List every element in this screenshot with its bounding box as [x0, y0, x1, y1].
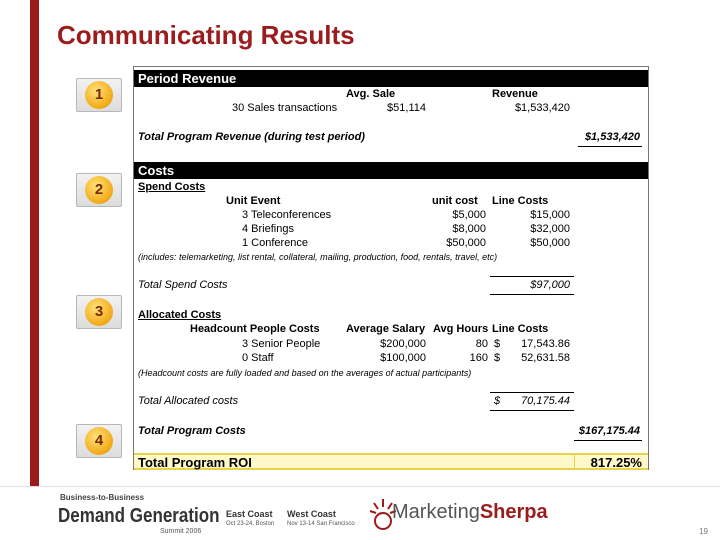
allocated-line-cost: 17,543.86	[521, 338, 570, 350]
footer	[0, 486, 720, 540]
revenue-header: Revenue	[492, 88, 538, 100]
spend-unit-cost: $50,000	[446, 237, 486, 249]
step-badge-2	[76, 173, 122, 207]
footer-b2b: Business-to-Business	[60, 493, 145, 502]
total-allocated-currency: $	[494, 395, 501, 407]
step-number: 4	[85, 427, 113, 455]
avg-sale-header: Avg. Sale	[346, 88, 396, 100]
footer-brand: Demand Generation	[58, 505, 220, 527]
accent-stripe	[30, 0, 39, 486]
avg-sale-value: $51,114	[387, 102, 426, 114]
revenue-value: $1,533,420	[514, 102, 570, 114]
total-allocated-value: 70,175.44	[521, 395, 570, 407]
allocated-currency: $	[494, 338, 501, 350]
total-spend-label: Total Spend Costs	[138, 279, 228, 291]
line-costs-header: Line Costs	[492, 323, 549, 335]
roi-divider	[574, 453, 575, 470]
spend-note-row	[134, 252, 648, 266]
allocated-row	[134, 352, 648, 366]
underline	[490, 392, 574, 393]
revenue-row	[134, 102, 648, 116]
step-number: 3	[85, 298, 113, 326]
allocated-note: (Headcount costs are fully loaded and based on the averages of actual participants)	[138, 368, 472, 378]
total-spend-row	[134, 279, 648, 293]
roi-label: Total Program ROI	[138, 455, 252, 470]
total-program-costs-label: Total Program Costs	[138, 425, 246, 437]
unit-event-header: Unit Event	[226, 195, 281, 207]
allocated-label: 3 Senior People	[242, 338, 321, 350]
step-badge-3	[76, 295, 122, 329]
avg-hours-header: Avg Hours	[433, 323, 489, 335]
allocated-salary: $100,000	[380, 352, 426, 364]
spend-costs-heading-row	[134, 181, 648, 195]
allocated-salary: $200,000	[380, 338, 426, 350]
allocated-line-cost: 52,631.58	[521, 352, 570, 364]
spend-event: 1 Conference	[242, 237, 309, 249]
allocated-header-row	[134, 323, 648, 337]
allocated-label: 0 Staff	[242, 352, 274, 364]
wordmark-marketing: Marketing	[392, 501, 480, 523]
slide-title: Communicating Results	[57, 20, 355, 50]
step-number: 1	[85, 81, 113, 109]
average-salary-header: Average Salary	[346, 323, 426, 335]
underline	[490, 276, 574, 277]
costs-heading: Costs	[134, 162, 648, 179]
spend-line-cost: $50,000	[530, 237, 570, 249]
wordmark-sherpa: Sherpa	[479, 501, 548, 523]
total-allocated-row	[134, 395, 648, 409]
spend-costs-heading: Spend Costs	[138, 181, 206, 193]
spend-event: 3 Teleconferences	[242, 209, 332, 221]
spend-row	[134, 223, 648, 237]
total-spend-value: $97,000	[530, 279, 570, 291]
spend-unit-cost: $8,000	[452, 223, 486, 235]
total-revenue-row	[134, 131, 648, 145]
footer-summit: Summit 2006	[160, 528, 202, 535]
spend-header-row	[134, 195, 648, 209]
period-revenue-heading: Period Revenue	[134, 70, 648, 87]
line-costs-header: Line Costs	[492, 195, 549, 207]
headcount-header: Headcount People Costs	[190, 323, 320, 335]
step-badge-1	[76, 78, 122, 112]
spend-row	[134, 209, 648, 223]
footer-west-date: Nov 13-14 San Francisco	[287, 521, 355, 527]
step-number: 2	[85, 176, 113, 204]
total-revenue-value: $1,533,420	[584, 131, 640, 143]
allocated-note-row	[134, 368, 648, 382]
spend-unit-cost: $5,000	[452, 209, 486, 221]
total-program-costs-value: $167,175.44	[578, 425, 640, 437]
underline	[490, 294, 574, 295]
allocated-row	[134, 338, 648, 352]
spend-note: (includes: telemarketing, list rental, collateral, mailing, production, food, rentals, travel, etc)	[138, 252, 498, 262]
allocated-currency: $	[494, 352, 501, 364]
underline	[578, 146, 642, 147]
underline	[490, 410, 574, 411]
marketingsherpa-wordmark	[392, 501, 548, 524]
unit-cost-header: unit cost	[432, 195, 478, 207]
spend-line-cost: $32,000	[530, 223, 570, 235]
underline	[574, 440, 642, 441]
footer-east-coast: East Coast	[226, 509, 273, 519]
allocated-costs-heading-row	[134, 309, 648, 323]
sales-transactions-label: 30 Sales transactions	[232, 102, 338, 114]
step-badge-4	[76, 424, 122, 458]
spend-event: 4 Briefings	[242, 223, 294, 235]
footer-west-coast: West Coast	[287, 509, 336, 519]
total-revenue-label: Total Program Revenue (during test period)	[138, 131, 365, 143]
page-number: 19	[699, 527, 708, 536]
footer-east-date: Oct 23-24, Boston	[226, 521, 275, 527]
spend-row	[134, 237, 648, 251]
total-allocated-label: Total Allocated costs	[138, 395, 239, 407]
allocated-hours: 160	[469, 352, 488, 364]
allocated-hours: 80	[475, 338, 488, 350]
roi-spreadsheet	[133, 66, 649, 470]
allocated-costs-heading: Allocated Costs	[138, 309, 222, 321]
revenue-header-row	[134, 88, 648, 102]
spend-line-cost: $15,000	[530, 209, 570, 221]
roi-row	[134, 453, 648, 470]
total-program-costs-row	[134, 425, 648, 439]
roi-value: 817.25%	[590, 455, 642, 470]
